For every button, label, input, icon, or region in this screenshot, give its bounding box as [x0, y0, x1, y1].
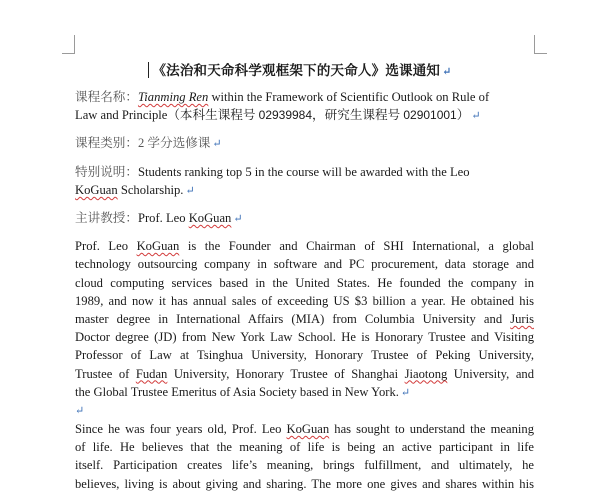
- meaning-paragraph[interactable]: Since he was four years old, Prof. Leo KoGuan has sought to understand the meaning of life. He believes that the meaning of life is being an active participant in life itself. Participation creates life’s meaning, brings fulfillment, and ultimately, he believes, living is about giving and sharing. The more one gives and shares within his: [75, 422, 534, 491]
- empty-paragraph-mark: ↵: [75, 405, 85, 418]
- document-body[interactable]: [75, 88, 534, 493]
- paragraph-mark: ↵: [233, 213, 243, 226]
- text-cursor: [148, 62, 149, 78]
- paragraph-mark: ↵: [471, 110, 481, 123]
- document-title[interactable]: 《法治和天命科学观框架下的天命人》选课通知 ↵: [0, 59, 600, 79]
- page-corner-mark-top-left: [62, 35, 75, 54]
- course-type-paragraph[interactable]: 课程类别：2 学分选修课 ↵: [75, 136, 222, 151]
- page-corner-mark-top-right: [534, 35, 547, 54]
- paragraph-mark: ↵: [442, 66, 452, 78]
- paragraph-mark: ↵: [212, 138, 222, 151]
- special-note-paragraph[interactable]: 特别说明：Students ranking top 5 in the course will be awarded with the Leo KoGuan Scholarship. ↵: [75, 164, 470, 197]
- paragraph-mark: ↵: [185, 184, 195, 197]
- paragraph-mark: ↵: [400, 386, 411, 399]
- lecturer-paragraph[interactable]: 主讲教授：Prof. Leo KoGuan ↵: [75, 211, 243, 226]
- course-name-paragraph[interactable]: 课程名称：Tianming Ren within the Framework of Scientific Outlook on Rule of Law and Principle（本科生课程号 02939984，研究生课程号 02901001） ↵: [75, 90, 490, 123]
- bio-paragraph[interactable]: Prof. Leo KoGuan is the Founder and Chairman of SHI International, a global technology outsourcing company in software and PC procurement, data storage and cloud computing services based in the United States. He founded the company in 1989, and now it has annual sales of exceeding US $3 billion a year. He obtained his master degree in International Affairs (MIA) from Columbia University and Juris Doctor degree (JD) from New York Law School. He is Honorary Trustee and Visiting Professor of Law at Tsinghua University, Honorary Trustee of Peking University, Trustee of Fudan University, Honorary Trustee of Shanghai Jiaotong University, and the Global Trustee Emeritus of Asia Society based in New York. ↵: [75, 239, 534, 399]
